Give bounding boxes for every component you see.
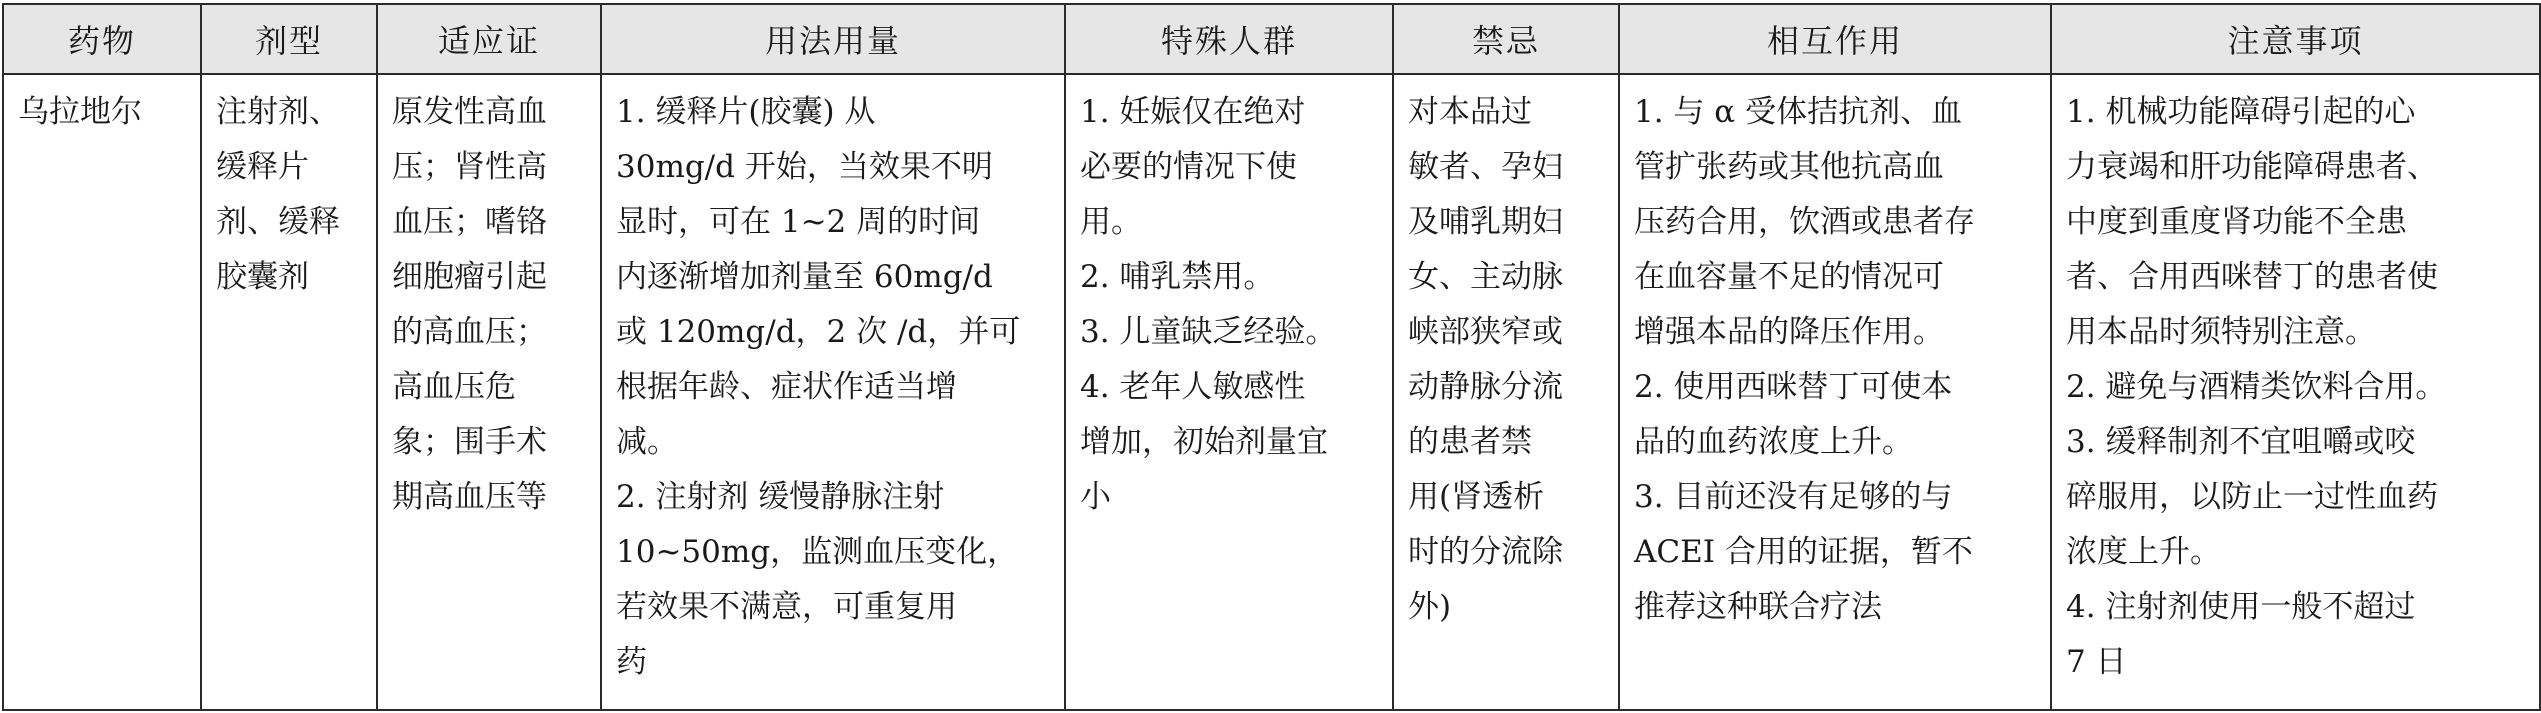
cell-text-line: 高血压危 (392, 369, 516, 405)
cell-text-line: 3. 缓释制剂不宜咀嚼或咬 (2066, 424, 2416, 460)
cell-text-line: 小 (1080, 479, 1111, 515)
cell-text-line: 品的血药浓度上升。 (1634, 424, 1913, 460)
cell-text-line: 2. 避免与酒精类饮料合用。 (2066, 369, 2447, 405)
cell-text-line: 或 120mg/d，2 次 /d，并可 (616, 314, 1021, 350)
cell-text-line: 乌拉地尔 (18, 94, 142, 130)
cell-text-line: 用(肾透析 (1408, 479, 1545, 515)
table-row (3, 74, 2540, 710)
cell-text-line: 时的分流除 (1408, 534, 1563, 570)
cell-text-line: 推荐这种联合疗法 (1634, 589, 1882, 625)
cell-text-line: 峡部狭窄或 (1408, 314, 1563, 350)
cell-text-line: 2. 使用西咪替丁可使本 (1634, 369, 1953, 405)
cell-text-line: 敏者、孕妇 (1408, 149, 1563, 185)
cell-text-line: 1. 妊娠仅在绝对 (1080, 94, 1306, 130)
cell-text-line: 减。 (616, 424, 678, 460)
cell-text-line: 显时，可在 1~2 周的时间 (616, 204, 981, 240)
cell-text-line: 注射剂、 (216, 94, 340, 130)
cell-text-line: 30mg/d 开始，当效果不明 (616, 149, 993, 185)
cell-text-line: 女、主动脉 (1408, 259, 1563, 295)
cell-usage (601, 74, 1065, 710)
cell-text-line: 血压；嗜铬 (392, 204, 547, 240)
header-interactions: 相互作用 (1619, 4, 2051, 74)
cell-text-line: 动静脉分流 (1408, 369, 1563, 405)
cell-text-line: 者、合用西咪替丁的患者使 (2066, 259, 2438, 295)
cell-text-line: 压；肾性高 (392, 149, 547, 185)
cell-text-line: 外) (1408, 589, 1452, 625)
cell-text-line: 4. 注射剂使用一般不超过 (2066, 589, 2416, 625)
cell-text-line: 对本品过 (1408, 94, 1532, 130)
cell-precautions (2051, 74, 2540, 710)
cell-text-line: 浓度上升。 (2066, 534, 2221, 570)
cell-text-line: ACEI 合用的证据，暂不 (1634, 534, 1973, 570)
cell-text-line: 管扩张药或其他抗高血 (1634, 149, 1944, 185)
header-contraindications: 禁忌 (1393, 4, 1619, 74)
cell-text-line: 1. 机械功能障碍引起的心 (2066, 94, 2416, 130)
cell-text-line: 3. 儿童缺乏经验。 (1080, 314, 1337, 350)
cell-text-line: 1. 缓释片(胶囊) 从 (616, 94, 876, 130)
cell-text-line: 用。 (1080, 204, 1142, 240)
cell-text-line: 压药合用，饮酒或患者存 (1634, 204, 1975, 240)
cell-text-line: 期高血压等 (392, 479, 547, 515)
cell-text-line: 用本品时须特别注意。 (2066, 314, 2376, 350)
cell-text-line: 力衰竭和肝功能障碍患者、 (2066, 149, 2438, 185)
cell-text-line: 增加，初始剂量宜 (1080, 424, 1328, 460)
cell-contraindications (1393, 74, 1619, 710)
cell-text-line: 细胞瘤引起 (392, 259, 547, 295)
header-usage: 用法用量 (601, 4, 1065, 74)
cell-dosage-form (201, 74, 377, 710)
cell-text-line: 1. 与 α 受体拮抗剂、血 (1634, 94, 1963, 130)
cell-text-line: 象；围手术 (392, 424, 547, 460)
cell-text-line: 增强本品的降压作用。 (1634, 314, 1944, 350)
cell-text-line: 若效果不满意，可重复用 (616, 589, 957, 625)
header-precautions: 注意事项 (2051, 4, 2540, 74)
cell-text-line: 碎服用，以防止一过性血药 (2066, 479, 2438, 515)
cell-text-line: 7 日 (2066, 644, 2127, 680)
cell-text-line: 2. 注射剂 缓慢静脉注射 (616, 479, 945, 515)
cell-text-line: 10~50mg，监测血压变化， (616, 534, 1019, 570)
cell-drug (3, 74, 201, 710)
cell-text-line: 根据年龄、症状作适当增 (616, 369, 957, 405)
cell-text-line: 缓释片 (216, 149, 309, 185)
cell-interactions (1619, 74, 2051, 710)
header-dosage-form: 剂型 (201, 4, 377, 74)
cell-text-line: 在血容量不足的情况可 (1634, 259, 1944, 295)
cell-special-population (1065, 74, 1393, 710)
cell-text-line: 药 (616, 644, 647, 680)
cell-text-line: 原发性高血 (392, 94, 547, 130)
cell-text-line: 2. 哺乳禁用。 (1080, 259, 1275, 295)
cell-text-line: 内逐渐增加剂量至 60mg/d (616, 259, 993, 295)
cell-text-line: 必要的情况下使 (1080, 149, 1297, 185)
cell-text-line: 的高血压； (392, 314, 547, 350)
header-special-population: 特殊人群 (1065, 4, 1393, 74)
cell-text-line: 胶囊剂 (216, 259, 309, 295)
cell-text-line: 剂、缓释 (216, 204, 340, 240)
drug-info-table (2, 3, 2541, 711)
cell-text-line: 中度到重度肾功能不全患 (2066, 204, 2407, 240)
header-drug: 药物 (3, 4, 201, 74)
cell-text-line: 及哺乳期妇 (1408, 204, 1563, 240)
cell-text-line: 3. 目前还没有足够的与 (1634, 479, 1953, 515)
table-header-row (3, 4, 2540, 74)
header-indications: 适应证 (377, 4, 601, 74)
cell-text-line: 4. 老年人敏感性 (1080, 369, 1306, 405)
cell-text-line: 的患者禁 (1408, 424, 1532, 460)
cell-indications (377, 74, 601, 710)
